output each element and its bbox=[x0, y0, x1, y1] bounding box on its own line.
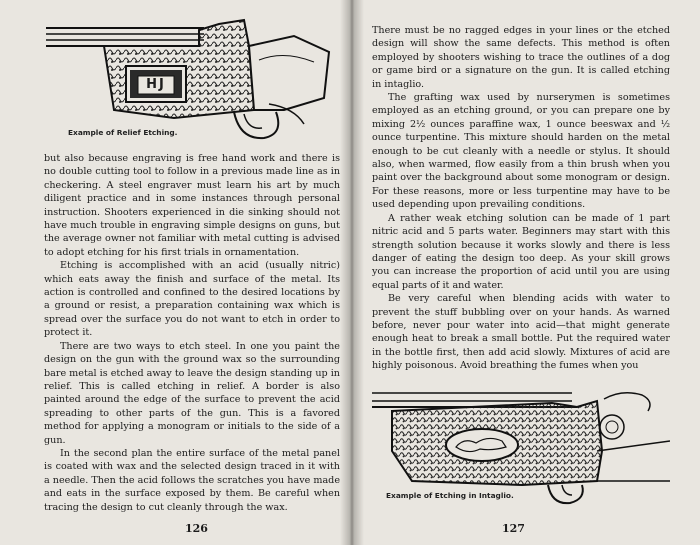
paragraph: The grafting wax used by nurserymen is sometimes employed as an etching ground, or you can prepare one by mixing 2½ ounces paraffine wax, 1 ounce beeswax and ½ ounce turpentine. This mixture should harden on the metal enough to be cut cleanly with a needle or stylus. It should also, when warmed, flow easily from a thin brush when you paint over the background about some monogram or design. For these reasons, more or less turpentine may have to be used depending upon prevailing conditions. bbox=[372, 92, 670, 211]
page-number: 126 bbox=[185, 522, 208, 535]
relief-monogram: HJ bbox=[146, 77, 166, 92]
paragraph: Be very careful when blending acids with water to prevent the stuff bubbling over on your hands. As warned before, never pour water into acid—that might generate enough heat to break a small bottle. Put the required water in the bottle first, then add acid slowly. Mixtures of acid are highly poisonous. Avoid breathing the fumes when you bbox=[372, 293, 670, 372]
relief-etching-illustration bbox=[44, 0, 340, 148]
paragraph: A rather weak etching solution can be made of 1 part nitric acid and 5 parts water. Beginners may start with this strength solution because it works slowly and there is less danger of eating the design too deep. As your skill grows you can increase the proportion of acid until you are using equal parts of it and water. bbox=[372, 212, 670, 291]
paragraph: There are two ways to etch steel. In one you paint the design on the gun with the ground wax so the surrounding bare metal is etched away to leave the design standing up in relief. This is called etching in relief. A border is also painted around the edge of the surface to prevent the acid spreading to other parts of the gun. This is a favored method for applying a monogram or initials to the side of a gun. bbox=[44, 340, 340, 446]
paragraph: In the second plan the entire surface of the metal panel is coated with wax and the selected design traced in it with a needle. Then the acid follows the scratches you have made and eats in the surface exposed by them. Be careful when tracing the design to cut cleanly through the wax. bbox=[44, 447, 340, 513]
page-number: 127 bbox=[502, 522, 525, 535]
intaglio-etching-illustration bbox=[372, 381, 670, 509]
intaglio-etching-figure bbox=[372, 381, 670, 509]
book-spine-gutter bbox=[340, 0, 364, 545]
paragraph: Etching is accomplished with an acid (usually nitric) which eats away the finish and surface of the metal. Its action is controlled and confined to the desired locations by a ground or resist, a preparation containing wax which is spread over the surface you do not want to etch in order to protect it. bbox=[44, 260, 340, 339]
paragraph: There must be no ragged edges in your lines or the etched design will show the same defects. This method is often employed by shooters wishing to trace the outlines of a dog or game bird or a signature on the gun. It is called etching in intaglio. bbox=[372, 25, 670, 90]
relief-etching-figure bbox=[44, 0, 340, 148]
paragraph: but also because engraving is free hand work and there is no double cutting tool to follow in a previous made line as in checkering. A steel engraver must learn his art by much diligent practice and in some instances through personal instruction. Shooters experienced in die sinking should not have much trouble in engraving simple designs on guns, but the average owner not familiar with metal cutting is advised to adopt etching for his first trials in ornamentation. bbox=[44, 153, 340, 258]
right-page-body bbox=[372, 24, 670, 373]
right-page bbox=[352, 0, 700, 545]
intaglio-etching-caption: Example of Etching in Intaglio. bbox=[386, 490, 514, 500]
relief-etching-caption: Example of Relief Etching. bbox=[68, 128, 178, 137]
left-page-body bbox=[44, 152, 340, 514]
